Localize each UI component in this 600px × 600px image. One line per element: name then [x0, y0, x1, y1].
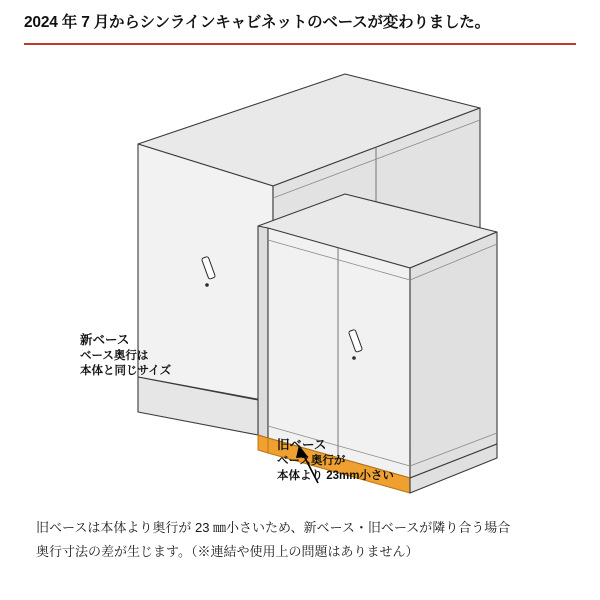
callout-new-base: [80, 332, 171, 380]
callout-new-base-title: 新ベース: [80, 333, 130, 347]
right-cabinet-lock: [352, 356, 356, 360]
callout-old-base: [277, 437, 394, 485]
callout-old-base-line2: 本体より 23mm小さい: [277, 470, 394, 483]
footer-note-line1: 旧ベースは本体より奥行が 23 ㎜小さいため、新ベース・旧ベースが隣り合う場合: [36, 520, 511, 535]
header-divider: [24, 43, 576, 45]
callout-new-base-line1: ベース奥行は: [80, 349, 149, 362]
left-cabinet-lock: [205, 283, 209, 287]
page-title: 2024 年 7 月からシンラインキャビネットのベースが変わりました。: [24, 14, 490, 31]
callout-new-base-line2: 本体と同じサイズ: [80, 365, 172, 378]
header: [0, 0, 600, 46]
footer-note: [36, 516, 576, 564]
footer-note-line2: 奥行寸法の差が生じます。（※連結や使用上の問題はありません）: [36, 544, 419, 560]
old-base-front-strip: [258, 435, 268, 453]
callout-old-base-line1: ベース奥行が: [277, 454, 346, 467]
right-cabinet-front-face: [258, 226, 268, 438]
callout-old-base-title: 旧ベース: [277, 438, 327, 452]
